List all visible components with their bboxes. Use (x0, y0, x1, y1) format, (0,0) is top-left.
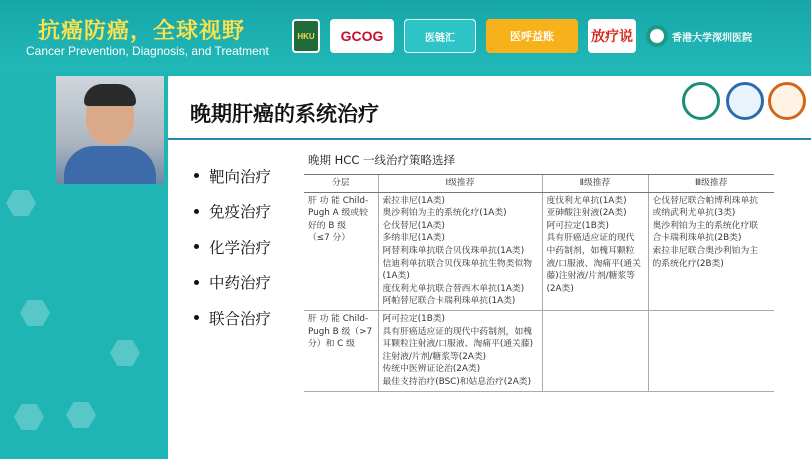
cell-text: Pugh A 级或较 (308, 208, 368, 219)
header-level3: Ⅲ级推荐 (648, 175, 774, 193)
table-cell-level1 (378, 192, 542, 310)
association-logo-icon (768, 82, 806, 120)
bullet-text: 免疫治疗 (209, 203, 272, 222)
treatment-table (304, 174, 774, 392)
bullet-item (194, 265, 271, 301)
bullet-dot-icon (194, 173, 199, 178)
cell-text: 合卡瑞利珠单抗(2B类) (652, 233, 742, 244)
hkush-logo (646, 19, 764, 53)
cell-text: (2A类) (546, 283, 574, 294)
cell-text: 藤)注射液/片剂/糖浆等 (546, 271, 636, 282)
cell-text: Pugh B 级（>7 (308, 326, 373, 337)
bullet-text: 化学治疗 (209, 238, 272, 257)
header-banner (0, 0, 811, 72)
cell-text: 具有肝癌适应证的现代 (546, 233, 635, 244)
table-cell-stratum (304, 310, 378, 391)
bullet-dot-icon (194, 209, 199, 214)
cell-text: 亚砷酸注射液(2A类) (546, 208, 627, 219)
gcog-logo: GCOG (330, 19, 394, 53)
cell-text: 度伐利尤单抗(1A类) (546, 195, 627, 206)
hku-logo: HKU (292, 19, 320, 53)
bullet-text: 联合治疗 (209, 309, 272, 328)
bullet-item (194, 300, 271, 336)
header-stratum: 分层 (304, 175, 378, 193)
banner-subtitle: Cancer Prevention, Diagnosis, and Treatment (26, 44, 269, 58)
decorative-hexagon (14, 404, 44, 430)
cell-text: 索拉非尼联合奥沙利铂为主 (652, 245, 759, 256)
cell-text: 耳颗粒注射液/口服液、淘痛平(通关藤) (382, 339, 534, 350)
presentation-slide (168, 76, 811, 459)
bullet-dot-icon (194, 315, 199, 320)
table-cell-level2 (542, 192, 648, 310)
presenter-hair (84, 84, 136, 106)
cell-text: 阿替利珠单抗联合贝伐珠单抗(1A类) (382, 245, 525, 256)
table-cell-level3 (648, 192, 774, 310)
cell-text: 液/口服液、淘痛平(通关 (546, 258, 641, 269)
cell-text: 奥沙利铂为主的系统化疗(1A类) (382, 208, 507, 219)
bullet-list (194, 158, 271, 336)
healthlink-logo: 医链汇 (404, 19, 476, 53)
cell-text: 阿可拉定(1B类) (546, 220, 609, 231)
bullet-text: 中药治疗 (209, 274, 272, 293)
table-cell-level2 (542, 310, 648, 391)
table-body (304, 192, 774, 391)
cell-text: 奥沙利铂为主的系统化疗联 (652, 220, 759, 231)
table-row (304, 310, 774, 391)
table-title: 晚期 HCC 一线治疗策略选择 (308, 153, 456, 167)
cell-text: 阿帕替尼联合卡瑞利珠单抗(1A类) (382, 296, 516, 307)
sponsor-logos (292, 16, 764, 56)
table-cell-stratum (304, 192, 378, 310)
cell-text: 中药制剂，如槐耳颗粒 (546, 245, 635, 256)
cell-text: 索拉非尼(1A类) (382, 195, 445, 206)
decorative-hexagon (20, 300, 50, 326)
decorative-hexagon (110, 340, 140, 366)
medical-cross-logo-icon (726, 82, 764, 120)
bullet-text: 靶向治疗 (209, 167, 272, 186)
table-header-row (304, 175, 774, 193)
bullet-dot-icon (194, 244, 199, 249)
cell-text: 的系统化疗(2B类) (652, 258, 724, 269)
cell-text: 具有肝癌适应证的现代中药制剂，如槐 (382, 326, 533, 337)
bullet-item (194, 194, 271, 230)
cell-text: 阿可拉定(1B类) (382, 313, 445, 324)
cell-text: 信迪利单抗联合贝伐珠单抗生物类似物 (382, 258, 533, 269)
cell-text: （≤7 分） (308, 233, 351, 244)
hkush-logo-text: 香港大学深圳医院 (672, 32, 752, 44)
table-cell-level3 (648, 310, 774, 391)
yihu-logo: 医呼益账 (486, 19, 578, 53)
cell-text: 仑伐替尼联合帕博利珠单抗 (652, 195, 759, 206)
cell-text: 好的 B 级 (308, 220, 347, 231)
presenter-shirt (64, 146, 156, 184)
cell-text: 或纳武利尤单抗(3类) (652, 208, 736, 219)
hkush-emblem-icon (646, 25, 668, 47)
cell-text: 多纳非尼(1A类) (382, 233, 445, 244)
table-row (304, 192, 774, 310)
cell-text: 传统中医辨证论治(2A类) (382, 364, 481, 375)
bullet-dot-icon (194, 280, 199, 285)
presenter-webcam (56, 76, 164, 184)
cell-text: 分）和 C 级 (308, 339, 355, 350)
cell-text: 肝 功 能 Child- (308, 313, 369, 324)
decorative-hexagon (66, 402, 96, 428)
decorative-hexagon (6, 190, 36, 216)
cell-text: 最佳支持治疗(BSC)和姑息治疗(2A类) (382, 376, 532, 387)
cell-text: 注射液/片剂/糖浆等(2A类) (382, 351, 487, 362)
cell-text: 肝 功 能 Child- (308, 195, 369, 206)
table-cell-level1 (378, 310, 542, 391)
cell-text: 仑伐替尼(1A类) (382, 220, 445, 231)
title-divider (168, 138, 811, 140)
bullet-item (194, 158, 271, 194)
hospital-logo-icon (682, 82, 720, 120)
header-level2: Ⅱ级推荐 (542, 175, 648, 193)
cell-text: (1A类) (382, 271, 410, 282)
fangliaoshuo-logo: 放疗说 (588, 19, 636, 53)
bullet-item (194, 229, 271, 265)
cell-text: 度伐利尤单抗联合替西木单抗(1A类) (382, 283, 525, 294)
header-level1: Ⅰ级推荐 (378, 175, 542, 193)
slide-title: 晚期肝癌的系统治疗 (190, 102, 379, 126)
banner-title: 抗癌防癌，全球视野 (38, 19, 246, 44)
